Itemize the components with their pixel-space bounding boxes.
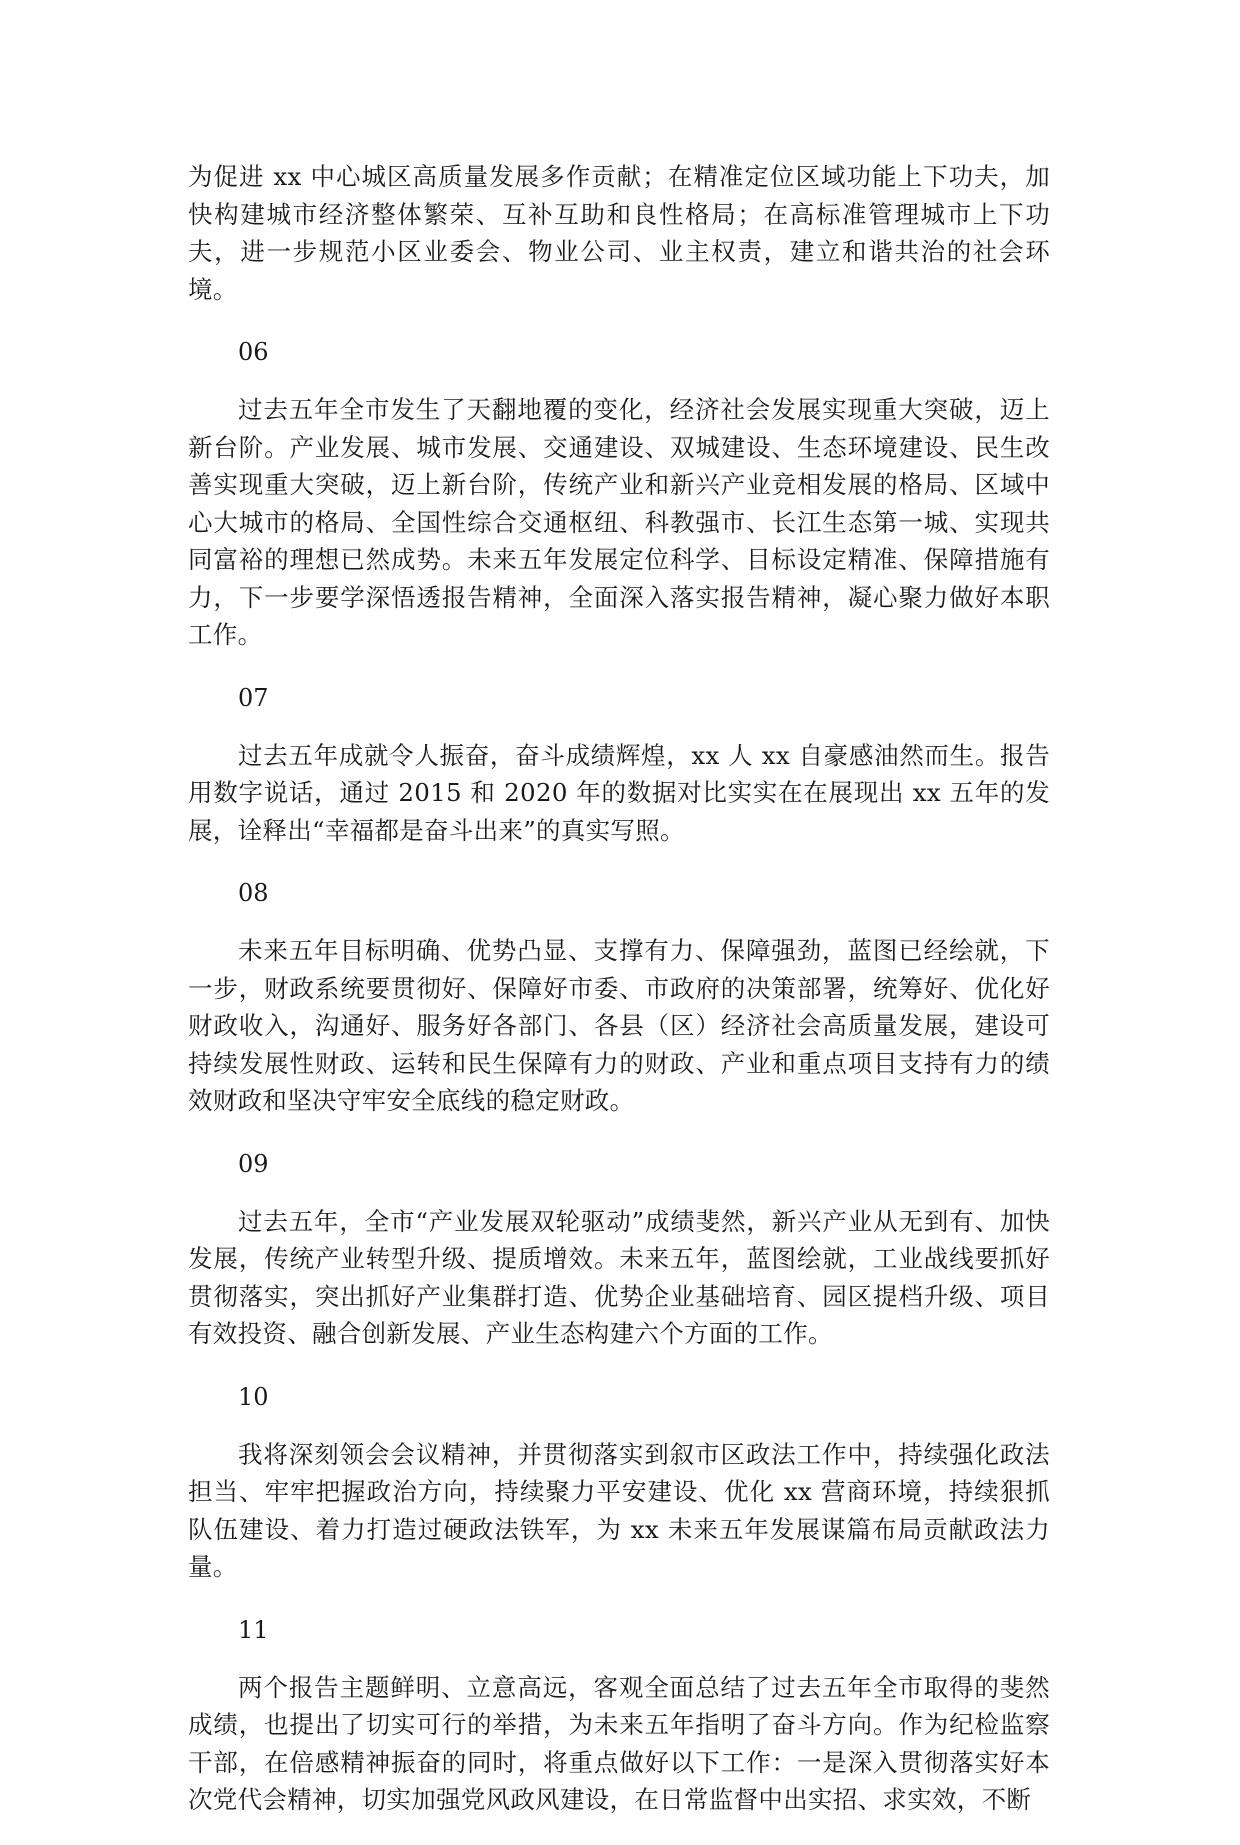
section-10	[188, 1379, 1050, 1586]
section-08	[188, 875, 1050, 1120]
section-number: 06	[238, 338, 269, 366]
section-11	[188, 1612, 1050, 1819]
section-text: 过去五年成就令人振奋，奋斗成绩辉煌，xx 人 xx 自豪感油然而生。报告用数字说话，通过 2015 和 2020 年的数据对比实实在在展现出 xx 五年的发展，诠释出“幸福都是奋斗出来”的真实写照。	[188, 740, 1050, 845]
section-number: 08	[238, 879, 269, 907]
section-text: 两个报告主题鲜明、立意高远，客观全面总结了过去五年全市取得的斐然成绩，也提出了切实可行的举措，为未来五年指明了奋斗方向。作为纪检监察干部，在倍感精神振奋的同时，将重点做好以下工作：一是深入贯彻落实好本次党代会精神，切实加强党风政风建设，在日常监督中出实招、求实效，不断	[188, 1672, 1050, 1814]
document-page	[188, 158, 1050, 1845]
section-number: 07	[238, 683, 269, 712]
section-number: 11	[238, 1615, 269, 1644]
section-06	[188, 334, 1050, 654]
section-09	[188, 1146, 1050, 1353]
intro-paragraph: 为促进 xx 中心城区高质量发展多作贡献；在精准定位区域功能上下功夫，加快构建城市经济整体繁荣、互补互助和良性格局；在高标准管理城市上下功夫，进一步规范小区业委会、物业公司、业主权责，建立和谐共治的社会环境。	[188, 162, 1050, 304]
section-text: 未来五年目标明确、优势凸显、支撑有力、保障强劲，蓝图已经绘就，下一步，财政系统要贯彻好、保障好市委、市政府的决策部署，统筹好、优化好财政收入，沟通好、服务好各部门、各县（区）经济社会高质量发展，建设可持续发展性财政、运转和民生保障有力的财政、产业和重点项目支持有力的绩效财政和坚决守牢安全底线的稳定财政。	[188, 936, 1050, 1115]
section-07	[188, 680, 1050, 850]
section-number: 09	[238, 1149, 269, 1178]
section-text: 我将深刻领会会议精神，并贯彻落实到叙市区政法工作中，持续强化政法担当、牢牢把握政治方向，持续聚力平安建设、优化 xx 营商环境，持续狠抓队伍建设、着力打造过硬政法铁军，为 xx 未来五年发展谋篇布局贡献政法力量。	[188, 1439, 1050, 1581]
section-text: 过去五年全市发生了天翻地覆的变化，经济社会发展实现重大突破，迈上新台阶。产业发展、城市发展、交通建设、双城建设、生态环境建设、民生改善实现重大突破，迈上新台阶，传统产业和新兴产业竞相发展的格局、区域中心大城市的格局、全国性综合交通枢纽、科教强市、长江生态第一城、实现共同富裕的理想已然成势。未来五年发展定位科学、目标设定精准、保障措施有力，下一步要学深悟透报告精神，全面深入落实报告精神，凝心聚力做好本职工作。	[188, 395, 1050, 649]
section-text: 过去五年，全市“产业发展双轮驱动”成绩斐然，新兴产业从无到有、加快发展，传统产业转型升级、提质增效。未来五年，蓝图绘就，工业战线要抓好贯彻落实，突出抓好产业集群打造、优势企业基础培育、园区提档升级、项目有效投资、融合创新发展、产业生态构建六个方面的工作。	[188, 1206, 1050, 1348]
section-number: 10	[238, 1382, 269, 1411]
